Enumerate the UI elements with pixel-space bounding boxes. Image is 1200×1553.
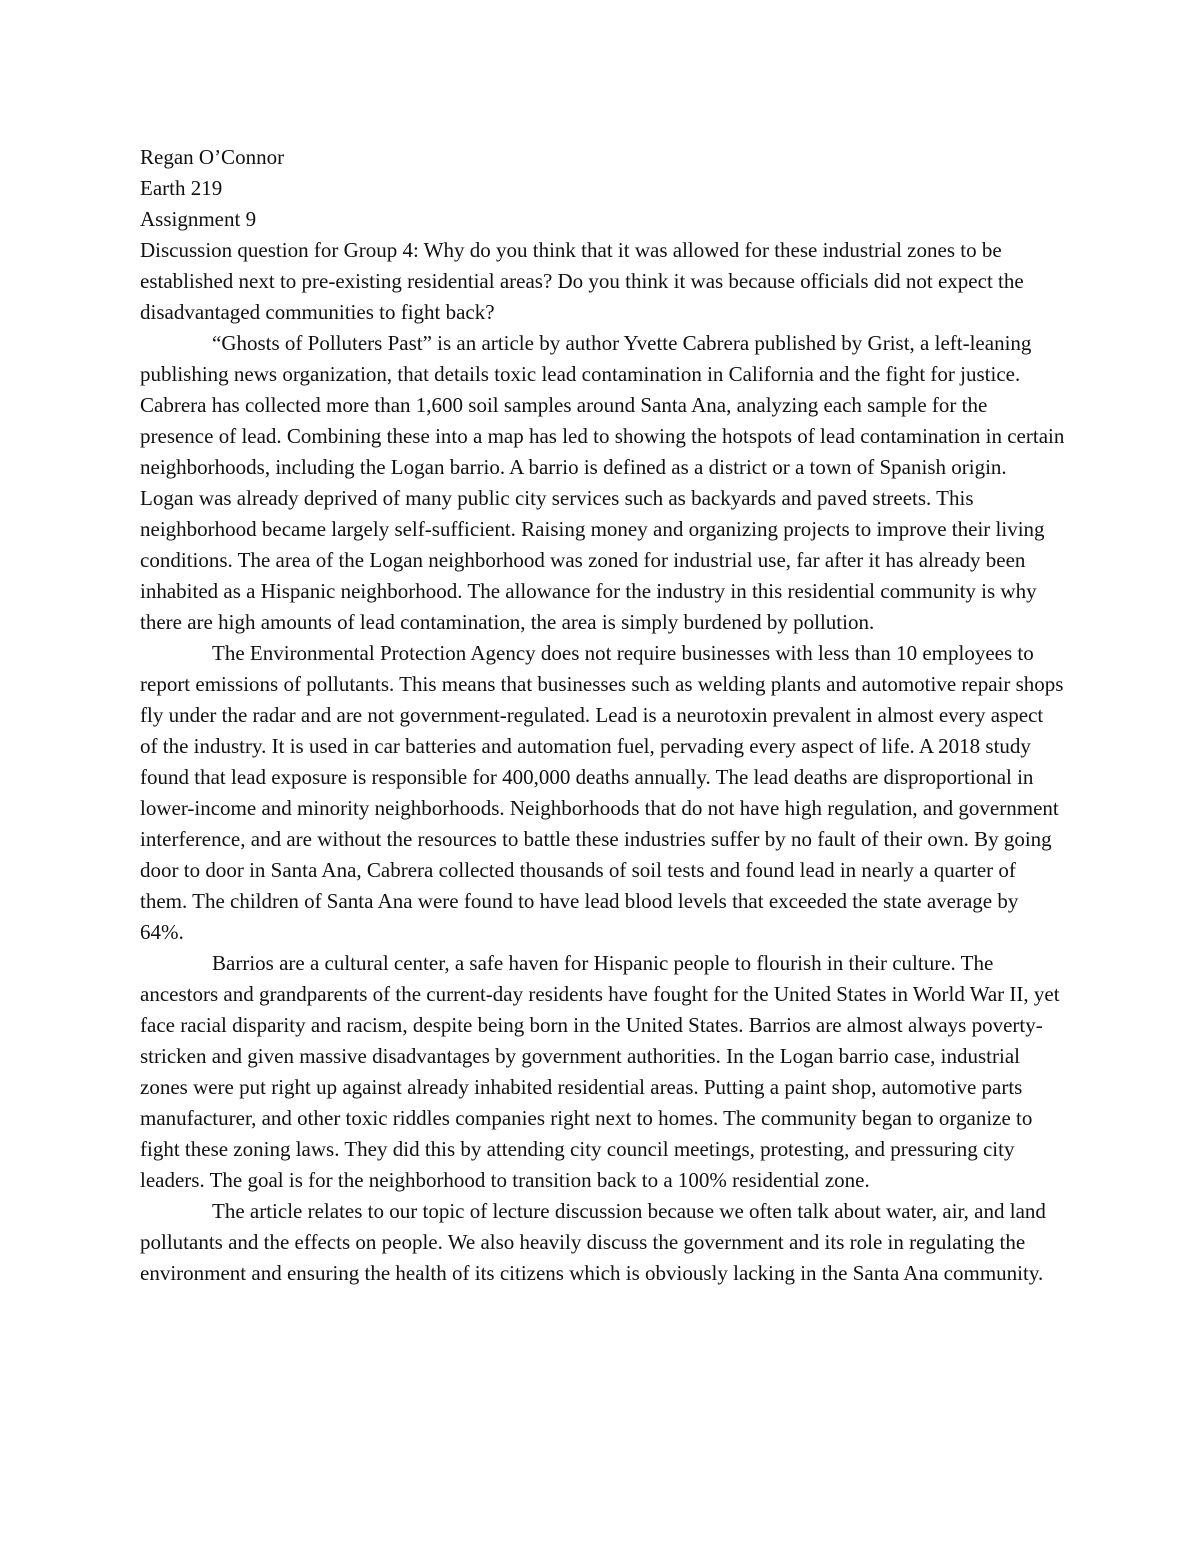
- course-name: Earth 219: [140, 176, 223, 200]
- document-body: [140, 142, 1065, 1289]
- paragraph-barrios: Barrios are a cultural center, a safe haven for Hispanic people to flourish in their culture. The ancestors and grandparents of the current-day residents have fought for the United States in World War II, yet face racial disparity and racism, despite being born in the United States. Barrios are almost always poverty-stricken and given massive disadvantages by government authorities. In the Logan barrio case, industrial zones were put right up against already inhabited residential areas. Putting a paint shop, automotive parts manufacturer, and other toxic riddles companies right next to homes. The community began to organize to fight these zoning laws. They did this by attending city council meetings, protesting, and pressuring city leaders. The goal is for the neighborhood to transition back to a 100% residential zone.: [140, 951, 1060, 1192]
- author-name: Regan O’Connor: [140, 145, 285, 169]
- paragraph-epa-regulation: The Environmental Protection Agency does not require businesses with less than 10 employees to report emissions of pollutants. This means that businesses such as welding plants and automotive repair shops fly under the radar and are not government-regulated. Lead is a neurotoxin prevalent in almost every aspect of the industry. It is used in car batteries and automation fuel, pervading every aspect of life. A 2018 study found that lead exposure is responsible for 400,000 deaths annually. The lead deaths are disproportional in lower-income and minority neighborhoods. Neighborhoods that do not have high regulation, and government interference, and are without the resources to battle these industries suffer by no fault of their own. By going door to door in Santa Ana, Cabrera collected thousands of soil tests and found lead in nearly a quarter of them. The children of Santa Ana were found to have lead blood levels that exceeded the state average by 64%.: [140, 641, 1064, 944]
- assignment-title: Assignment 9: [140, 207, 257, 231]
- paragraph-lecture-relation: The article relates to our topic of lecture discussion because we often talk about water, air, and land pollutants and the effects on people. We also heavily discuss the government and its role in regulating the environment and ensuring the health of its citizens which is obviously lacking in the Santa Ana community.: [140, 1199, 1046, 1285]
- paragraph-article-summary: “Ghosts of Polluters Past” is an article by author Yvette Cabrera published by Grist, a left-leaning publishing news organization, that details toxic lead contamination in California and the fight for justice. Cabrera has collected more than 1,600 soil samples around Santa Ana, analyzing each sample for the presence of lead. Combining these into a map has led to showing the hotspots of lead contamination in certain neighborhoods, including the Logan barrio. A barrio is defined as a district or a town of Spanish origin. Logan was already deprived of many public city services such as backyards and paved streets. This neighborhood became largely self-sufficient. Raising money and organizing projects to improve their living conditions. The area of the Logan neighborhood was zoned for industrial use, far after it has already been inhabited as a Hispanic neighborhood. The allowance for the industry in this residential community is why there are high amounts of lead contamination, the area is simply burdened by pollution.: [140, 331, 1065, 634]
- discussion-question: Discussion question for Group 4: Why do you think that it was allowed for these industrial zones to be established next to pre-existing residential areas? Do you think it was because officials did not expect the disadvantaged communities to fight back?: [140, 238, 1024, 324]
